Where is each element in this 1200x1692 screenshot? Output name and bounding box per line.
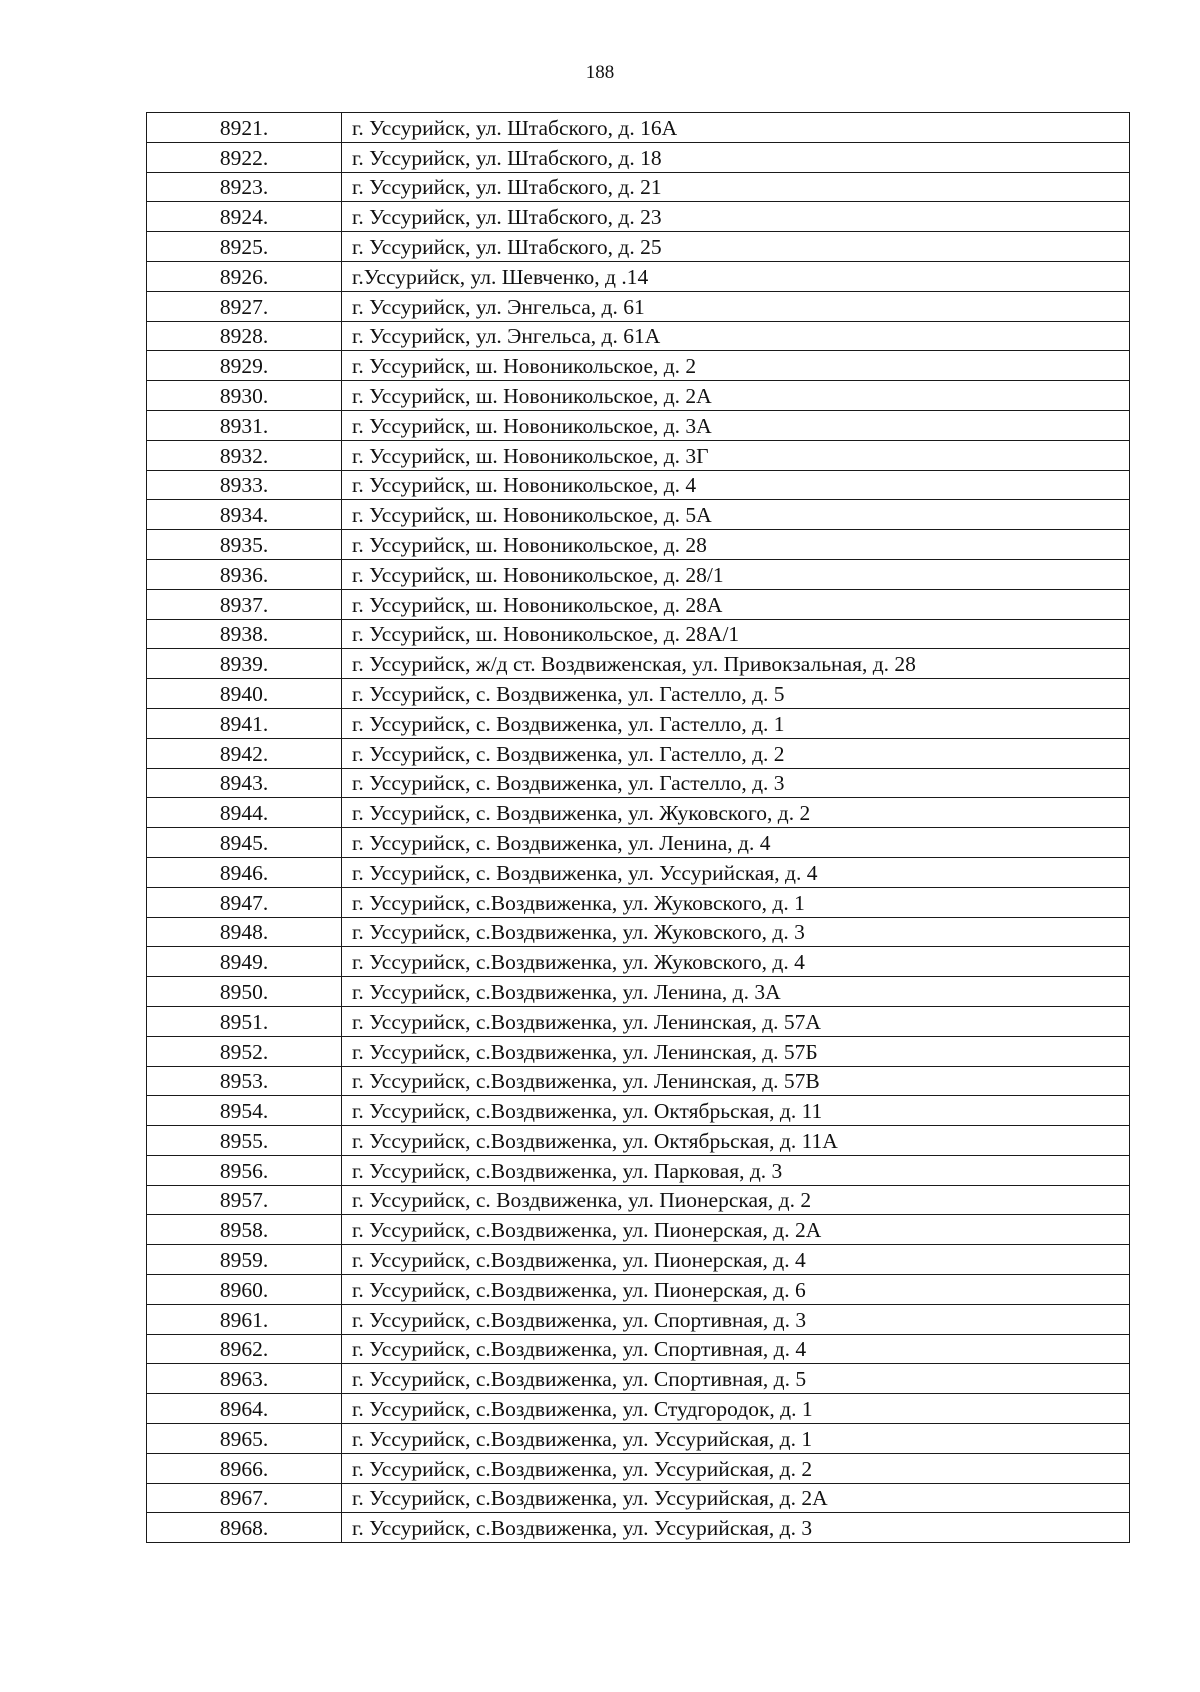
table-row (147, 1096, 1130, 1126)
table-row (147, 1304, 1130, 1334)
row-number: 8925. (147, 232, 342, 262)
table-row (147, 977, 1130, 1007)
table-row (147, 232, 1130, 262)
row-address: г. Уссурийск, ул. Штабского, д. 18 (342, 142, 1130, 172)
row-address: г. Уссурийск, с.Воздвиженка, ул. Октябрьская, д. 11А (342, 1126, 1130, 1156)
row-address: г. Уссурийск, ш. Новоникольское, д. 2А (342, 381, 1130, 411)
row-number: 8953. (147, 1066, 342, 1096)
row-address: г.Уссурийск, ул. Шевченко, д .14 (342, 261, 1130, 291)
row-address: г. Уссурийск, с. Воздвиженка, ул. Пионерская, д. 2 (342, 1185, 1130, 1215)
row-number: 8946. (147, 857, 342, 887)
table-row (147, 381, 1130, 411)
table-row (147, 172, 1130, 202)
row-number: 8936. (147, 559, 342, 589)
table-row (147, 708, 1130, 738)
row-address: г. Уссурийск, ул. Энгельса, д. 61А (342, 321, 1130, 351)
row-number: 8952. (147, 1036, 342, 1066)
table-row (147, 1066, 1130, 1096)
table-row (147, 589, 1130, 619)
table-row (147, 559, 1130, 589)
row-number: 8929. (147, 351, 342, 381)
row-address: г. Уссурийск, ш. Новоникольское, д. 3Г (342, 440, 1130, 470)
table-row (147, 1334, 1130, 1364)
row-address: г. Уссурийск, ш. Новоникольское, д. 28А (342, 589, 1130, 619)
row-address: г. Уссурийск, с.Воздвиженка, ул. Жуковского, д. 3 (342, 917, 1130, 947)
table-row (147, 619, 1130, 649)
table-row (147, 1215, 1130, 1245)
table-row (147, 530, 1130, 560)
row-number: 8941. (147, 708, 342, 738)
row-address: г. Уссурийск, ул. Штабского, д. 21 (342, 172, 1130, 202)
row-number: 8921. (147, 113, 342, 143)
address-table (146, 112, 1130, 1543)
table-row (147, 798, 1130, 828)
table-row (147, 857, 1130, 887)
row-number: 8964. (147, 1394, 342, 1424)
table-row (147, 470, 1130, 500)
row-address: г. Уссурийск, ж/д ст. Воздвиженская, ул. Привокзальная, д. 28 (342, 649, 1130, 679)
row-address: г. Уссурийск, с.Воздвиженка, ул. Ленина, д. 3А (342, 977, 1130, 1007)
row-number: 8960. (147, 1275, 342, 1305)
row-address: г. Уссурийск, с.Воздвиженка, ул. Уссурийская, д. 2А (342, 1483, 1130, 1513)
table-row (147, 500, 1130, 530)
table-row (147, 649, 1130, 679)
row-address: г. Уссурийск, ш. Новоникольское, д. 5А (342, 500, 1130, 530)
row-number: 8949. (147, 947, 342, 977)
row-address: г. Уссурийск, с.Воздвиженка, ул. Уссурийская, д. 2 (342, 1453, 1130, 1483)
table-row (147, 917, 1130, 947)
row-address: г. Уссурийск, ш. Новоникольское, д. 2 (342, 351, 1130, 381)
row-number: 8968. (147, 1513, 342, 1543)
row-address: г. Уссурийск, с.Воздвиженка, ул. Уссурийская, д. 1 (342, 1424, 1130, 1454)
table-row (147, 1483, 1130, 1513)
row-address: г. Уссурийск, ш. Новоникольское, д. 28 (342, 530, 1130, 560)
table-row (147, 738, 1130, 768)
row-address: г. Уссурийск, с. Воздвиженка, ул. Жуковского, д. 2 (342, 798, 1130, 828)
row-number: 8922. (147, 142, 342, 172)
row-number: 8966. (147, 1453, 342, 1483)
table-row (147, 768, 1130, 798)
row-number: 8924. (147, 202, 342, 232)
row-number: 8954. (147, 1096, 342, 1126)
row-number: 8937. (147, 589, 342, 619)
row-address: г. Уссурийск, с.Воздвиженка, ул. Жуковского, д. 1 (342, 887, 1130, 917)
row-address: г. Уссурийск, с.Воздвиженка, ул. Пионерская, д. 6 (342, 1275, 1130, 1305)
row-address: г. Уссурийск, ш. Новоникольское, д. 4 (342, 470, 1130, 500)
row-address: г. Уссурийск, с. Воздвиженка, ул. Ленина, д. 4 (342, 828, 1130, 858)
row-number: 8939. (147, 649, 342, 679)
row-address: г. Уссурийск, с. Воздвиженка, ул. Уссурийская, д. 4 (342, 857, 1130, 887)
row-number: 8957. (147, 1185, 342, 1215)
row-address: г. Уссурийск, с.Воздвиженка, ул. Ленинская, д. 57А (342, 1006, 1130, 1036)
table-row (147, 828, 1130, 858)
row-number: 8955. (147, 1126, 342, 1156)
row-number: 8963. (147, 1364, 342, 1394)
table-row (147, 1185, 1130, 1215)
row-address: г. Уссурийск, с.Воздвиженка, ул. Спортивная, д. 4 (342, 1334, 1130, 1364)
row-number: 8933. (147, 470, 342, 500)
row-number: 8934. (147, 500, 342, 530)
row-number: 8942. (147, 738, 342, 768)
row-number: 8962. (147, 1334, 342, 1364)
table-row (147, 1424, 1130, 1454)
row-address: г. Уссурийск, с. Воздвиженка, ул. Гастелло, д. 1 (342, 708, 1130, 738)
row-address: г. Уссурийск, с.Воздвиженка, ул. Спортивная, д. 5 (342, 1364, 1130, 1394)
row-number: 8965. (147, 1424, 342, 1454)
row-address: г. Уссурийск, ш. Новоникольское, д. 28/1 (342, 559, 1130, 589)
row-address: г. Уссурийск, с.Воздвиженка, ул. Пионерская, д. 4 (342, 1245, 1130, 1275)
row-number: 8930. (147, 381, 342, 411)
table-row (147, 1513, 1130, 1543)
row-number: 8967. (147, 1483, 342, 1513)
table-row (147, 1364, 1130, 1394)
table-row (147, 1126, 1130, 1156)
table-row (147, 291, 1130, 321)
table-row (147, 351, 1130, 381)
row-address: г. Уссурийск, с.Воздвиженка, ул. Парковая, д. 3 (342, 1155, 1130, 1185)
row-address: г. Уссурийск, ш. Новоникольское, д. 28А/1 (342, 619, 1130, 649)
row-address: г. Уссурийск, с. Воздвиженка, ул. Гастелло, д. 3 (342, 768, 1130, 798)
row-address: г. Уссурийск, с.Воздвиженка, ул. Ленинская, д. 57В (342, 1066, 1130, 1096)
row-number: 8932. (147, 440, 342, 470)
row-number: 8951. (147, 1006, 342, 1036)
row-address: г. Уссурийск, с. Воздвиженка, ул. Гастелло, д. 2 (342, 738, 1130, 768)
row-address: г. Уссурийск, ул. Энгельса, д. 61 (342, 291, 1130, 321)
row-number: 8944. (147, 798, 342, 828)
row-number: 8935. (147, 530, 342, 560)
table-row (147, 440, 1130, 470)
row-address: г. Уссурийск, ул. Штабского, д. 16А (342, 113, 1130, 143)
address-table-body (147, 113, 1130, 1543)
table-row (147, 1453, 1130, 1483)
table-row (147, 142, 1130, 172)
row-number: 8926. (147, 261, 342, 291)
table-row (147, 1155, 1130, 1185)
table-row (147, 1036, 1130, 1066)
row-number: 8943. (147, 768, 342, 798)
row-number: 8959. (147, 1245, 342, 1275)
table-row (147, 321, 1130, 351)
table-row (147, 947, 1130, 977)
table-row (147, 887, 1130, 917)
table-row (147, 1394, 1130, 1424)
table-row (147, 1275, 1130, 1305)
table-row (147, 679, 1130, 709)
table-row (147, 202, 1130, 232)
table-row (147, 410, 1130, 440)
row-number: 8948. (147, 917, 342, 947)
row-address: г. Уссурийск, с.Воздвиженка, ул. Студгородок, д. 1 (342, 1394, 1130, 1424)
row-number: 8945. (147, 828, 342, 858)
table-row (147, 261, 1130, 291)
row-number: 8928. (147, 321, 342, 351)
table-row (147, 1245, 1130, 1275)
row-number: 8940. (147, 679, 342, 709)
row-address: г. Уссурийск, ш. Новоникольское, д. 3А (342, 410, 1130, 440)
row-number: 8950. (147, 977, 342, 1007)
table-row (147, 1006, 1130, 1036)
row-number: 8927. (147, 291, 342, 321)
row-address: г. Уссурийск, с.Воздвиженка, ул. Уссурийская, д. 3 (342, 1513, 1130, 1543)
row-number: 8958. (147, 1215, 342, 1245)
row-address: г. Уссурийск, ул. Штабского, д. 25 (342, 232, 1130, 262)
row-number: 8923. (147, 172, 342, 202)
row-address: г. Уссурийск, ул. Штабского, д. 23 (342, 202, 1130, 232)
row-address: г. Уссурийск, с. Воздвиженка, ул. Гастелло, д. 5 (342, 679, 1130, 709)
row-number: 8931. (147, 410, 342, 440)
table-row (147, 113, 1130, 143)
row-address: г. Уссурийск, с.Воздвиженка, ул. Жуковского, д. 4 (342, 947, 1130, 977)
row-number: 8938. (147, 619, 342, 649)
row-address: г. Уссурийск, с.Воздвиженка, ул. Ленинская, д. 57Б (342, 1036, 1130, 1066)
row-address: г. Уссурийск, с.Воздвиженка, ул. Пионерская, д. 2А (342, 1215, 1130, 1245)
row-number: 8961. (147, 1304, 342, 1334)
row-address: г. Уссурийск, с.Воздвиженка, ул. Спортивная, д. 3 (342, 1304, 1130, 1334)
page-number: 188 (585, 62, 615, 83)
row-number: 8956. (147, 1155, 342, 1185)
row-number: 8947. (147, 887, 342, 917)
row-address: г. Уссурийск, с.Воздвиженка, ул. Октябрьская, д. 11 (342, 1096, 1130, 1126)
